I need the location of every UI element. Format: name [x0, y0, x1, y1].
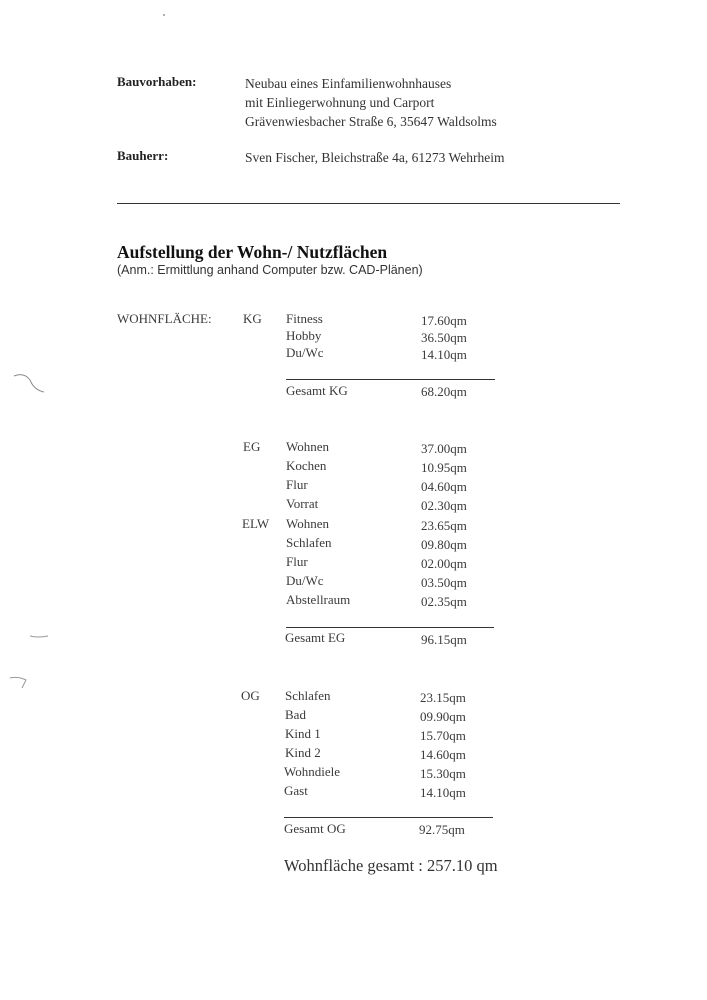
room-area: 36.50qm [421, 330, 467, 345]
section-label: WOHNFLÄCHE: [117, 311, 212, 326]
room-area: 15.30qm [420, 766, 466, 781]
room-name: Fitness [286, 311, 323, 326]
scan-speck [163, 14, 165, 16]
room-area: 14.10qm [421, 347, 467, 362]
room-name: Du/Wc [286, 345, 324, 360]
floor-label-og: OG [241, 688, 260, 703]
room-area: 14.10qm [420, 785, 466, 800]
page-subtitle: (Anm.: Ermittlung anhand Computer bzw. CAD-Plänen) [117, 263, 423, 277]
room-name: Wohnen [286, 439, 329, 454]
eg-total-value: 96.15qm [421, 632, 467, 647]
bauherr-label: Bauherr: [117, 148, 169, 163]
grand-total: Wohnfläche gesamt : 257.10 qm [284, 856, 498, 875]
room-area: 04.60qm [421, 479, 467, 494]
room-area: 02.00qm [421, 556, 467, 571]
room-area: 09.90qm [420, 709, 466, 724]
scan-artifact [8, 672, 32, 692]
kg-total-value: 68.20qm [421, 384, 467, 399]
eg-total-rule [286, 627, 494, 628]
room-area: 37.00qm [421, 441, 467, 456]
room-name: Kind 1 [285, 726, 321, 741]
room-name: Gast [284, 783, 308, 798]
room-area: 03.50qm [421, 575, 467, 590]
room-area: 15.70qm [420, 728, 466, 743]
floor-label-eg: EG [243, 439, 261, 454]
bauvorhaben-label: Bauvorhaben: [117, 74, 197, 89]
og-total-value: 92.75qm [419, 822, 465, 837]
bauvorhaben-line-1: Neubau eines Einfamilienwohnhauses [245, 76, 452, 91]
page-title: Aufstellung der Wohn-/ Nutzflächen [117, 242, 388, 262]
room-name: Du/Wc [286, 573, 324, 588]
room-area: 02.35qm [421, 594, 467, 609]
room-name: Flur [286, 554, 308, 569]
room-name: Flur [286, 477, 308, 492]
room-area: 02.30qm [421, 498, 467, 513]
room-area: 17.60qm [421, 313, 467, 328]
room-name: Bad [285, 707, 306, 722]
floor-label-elw: ELW [242, 516, 270, 531]
room-name: Hobby [286, 328, 322, 343]
room-area: 10.95qm [421, 460, 467, 475]
room-name: Kochen [286, 458, 327, 473]
og-total-rule [284, 817, 493, 818]
kg-total-label: Gesamt KG [286, 383, 348, 398]
room-name: Schlafen [286, 535, 332, 550]
room-name: Abstellraum [286, 592, 351, 607]
header-divider [117, 203, 620, 204]
room-name: Schlafen [285, 688, 331, 703]
room-name: Kind 2 [285, 745, 321, 760]
bauvorhaben-line-2: mit Einliegerwohnung und Carport [245, 95, 435, 110]
kg-total-rule [286, 379, 495, 380]
og-total-label: Gesamt OG [284, 821, 346, 836]
room-area: 09.80qm [421, 537, 467, 552]
room-area: 14.60qm [420, 747, 466, 762]
floor-label-kg: KG [243, 311, 262, 326]
room-area: 23.65qm [421, 518, 467, 533]
scan-artifact [8, 360, 48, 400]
room-area: 23.15qm [420, 690, 466, 705]
room-name: Wohnen [286, 516, 329, 531]
bauherr-value: Sven Fischer, Bleichstraße 4a, 61273 Wehrheim [245, 150, 505, 165]
scan-artifact [28, 628, 52, 644]
eg-total-label: Gesamt EG [285, 630, 346, 645]
room-name: Wohndiele [284, 764, 340, 779]
room-name: Vorrat [286, 496, 319, 511]
bauvorhaben-line-3: Grävenwiesbacher Straße 6, 35647 Waldsolms [245, 114, 497, 129]
